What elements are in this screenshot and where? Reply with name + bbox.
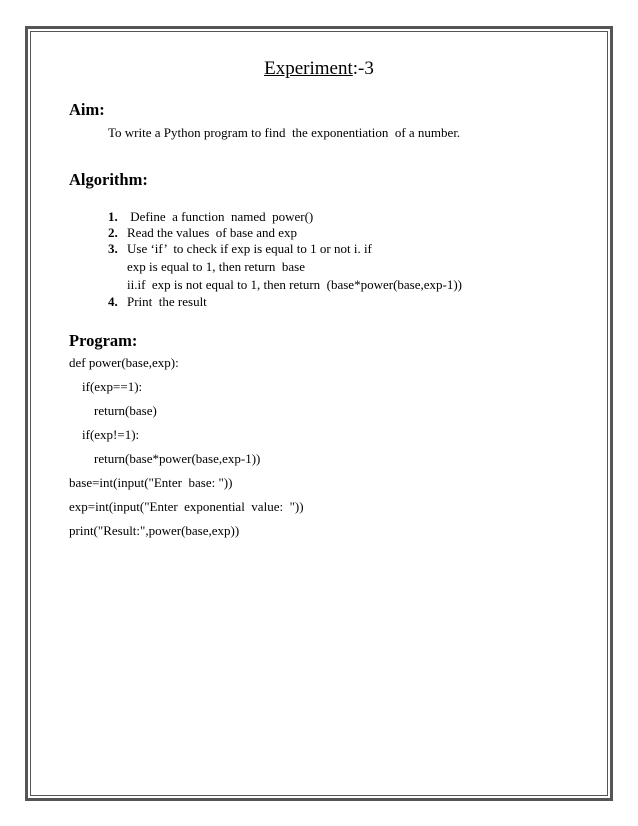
algorithm-step (108, 209, 313, 225)
algorithm-step (108, 294, 207, 310)
algorithm-step-text: Read the values of base and exp (127, 225, 298, 240)
algorithm-step-number: 2. (108, 225, 118, 240)
code-line: def power(base,exp): (69, 355, 179, 370)
algorithm-heading: Algorithm: (69, 170, 148, 189)
code-line: print("Result:",power(base,exp)) (69, 523, 240, 538)
aim-heading: Aim: (69, 100, 105, 119)
algorithm-step-text: Define a function named power() (127, 209, 314, 224)
algorithm-step-number: 1. (108, 209, 118, 224)
algorithm-step-continuation: ii.if exp is not equal to 1, then return (base*power(base,exp-1)) (127, 277, 463, 292)
algorithm-step-continuation: exp is equal to 1, then return base (127, 259, 305, 274)
experiment-title-suffix: :-3 (352, 58, 374, 79)
code-line: if(exp==1): (82, 379, 143, 394)
code-line: return(base*power(base,exp-1)) (94, 451, 261, 466)
code-line: exp=int(input("Enter exponential value: ")) (69, 499, 304, 514)
algorithm-step (108, 241, 372, 257)
algorithm-step (108, 225, 297, 241)
code-line: return(base) (94, 403, 157, 418)
algorithm-step-number: 4. (108, 294, 118, 309)
algorithm-step-text: Print the result (127, 294, 207, 309)
algorithm-step-text: Use ‘if’ to check if exp is equal to 1 or not i. if (127, 241, 372, 256)
aim-text: To write a Python program to find the exponentiation of a number. (108, 125, 461, 140)
code-line: base=int(input("Enter base: ")) (69, 475, 233, 490)
algorithm-step-number: 3. (108, 241, 118, 256)
code-line: if(exp!=1): (82, 427, 140, 442)
program-heading: Program: (69, 331, 138, 350)
experiment-title-word: Experiment (264, 58, 353, 79)
experiment-title (0, 58, 638, 80)
